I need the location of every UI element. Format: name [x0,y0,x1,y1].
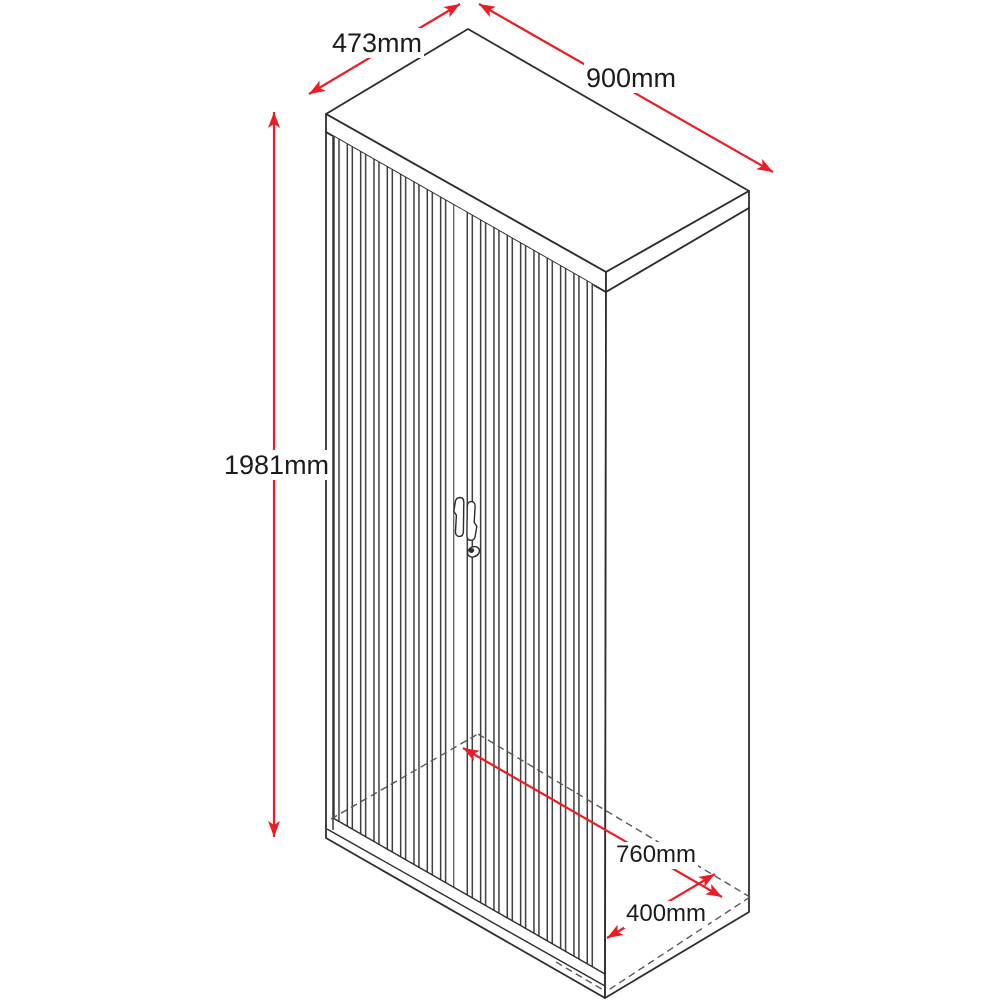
door-center-seam [454,150,465,970]
dimension-label-height: 1981mm [224,450,330,480]
dimension-label-interior-depth: 400mm [626,900,707,927]
dimension-label-width: 900mm [586,63,677,93]
dimension-label-interior-width: 760mm [616,841,697,868]
side-panel [605,208,749,998]
dimension-label-depth: 473mm [332,28,423,58]
